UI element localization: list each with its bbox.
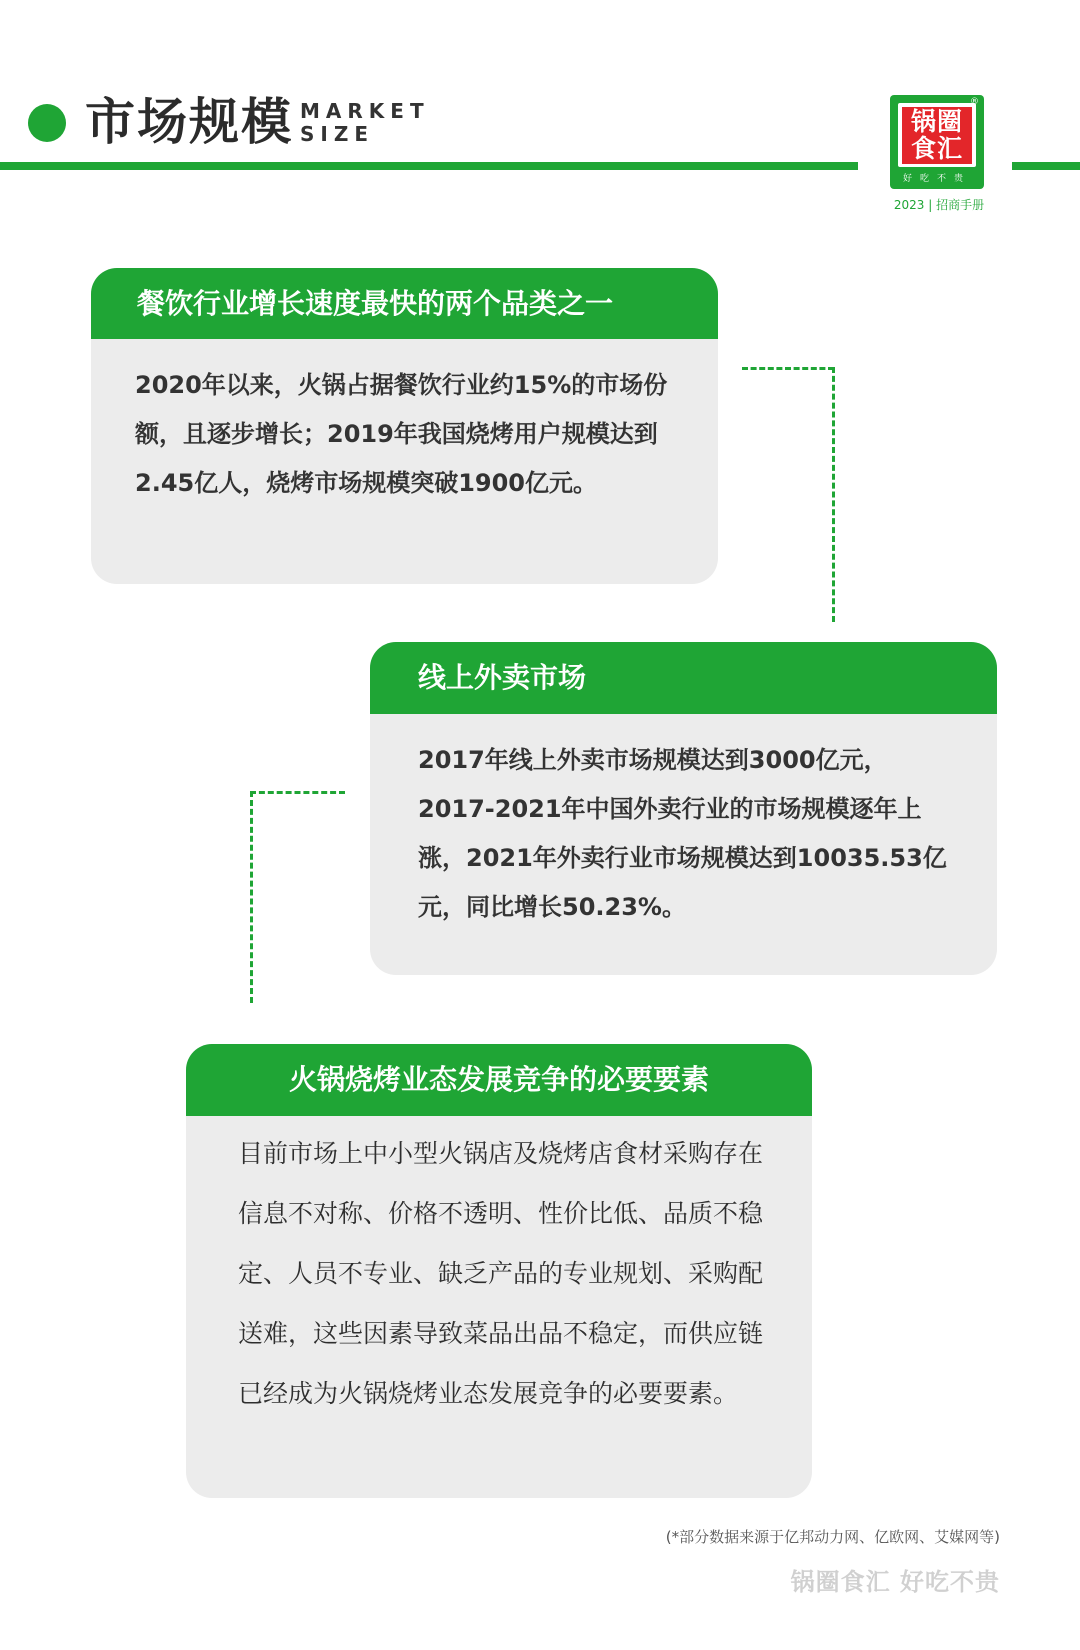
page-title-english: [300, 100, 430, 146]
brand-logo-mark: [902, 107, 972, 164]
connector-dashed-line: [250, 791, 253, 1003]
brand-logo-frame: [898, 103, 976, 167]
card-title: 线上外卖市场: [370, 642, 997, 714]
info-card-industry-growth: [91, 268, 718, 584]
title-en-line1: MARKET: [300, 99, 430, 123]
card-body: 2020年以来，火锅占据餐饮行业约15%的市场份额，且逐步增长；2019年我国烧烤用户规模达到2.45亿人，烧烤市场规模突破1900亿元。: [135, 371, 668, 497]
source-footnote: (*部分数据来源于亿邦动力网、亿欧网、艾媒网等): [665, 1528, 1000, 1546]
brand-logo-line1: 锅圈: [910, 106, 963, 136]
card-body: 2017年线上外卖市场规模达到3000亿元，2017-2021年中国外卖行业的市场规模逐年上涨，2021年外卖行业市场规模达到10035.53亿元，同比增长50.23%。: [418, 746, 947, 921]
brand-subtitle: 2023 | 招商手册: [893, 198, 985, 212]
brand-logo: [890, 95, 984, 189]
connector-dashed-line: [250, 791, 345, 794]
info-card-competition-factors: [186, 1044, 812, 1498]
page-title: 市场规模: [85, 93, 293, 151]
header-divider-right: [1012, 162, 1080, 170]
footer-brand-slogan: 锅圈食汇 好吃不贵: [790, 1568, 1000, 1596]
info-card-online-delivery: [370, 642, 997, 975]
brand-logo-line2: 食汇: [910, 133, 963, 163]
brand-logo-slogan: 好吃不贵: [902, 174, 971, 184]
card-title: 餐饮行业增长速度最快的两个品类之一: [91, 268, 718, 339]
card-body: 目前市场上中小型火锅店及烧烤店食材采购存在信息不对称、价格不透明、性价比低、品质不稳定、人员不专业、缺乏产品的专业规划、采购配送难，这些因素导致菜品出品不稳定，而供应链已经成为火锅烧烤业态发展竞争的必要要素。: [238, 1139, 764, 1408]
card-title: 火锅烧烤业态发展竞争的必要要素: [186, 1044, 812, 1116]
title-en-line2: SIZE: [300, 122, 375, 146]
header-divider-left: [0, 162, 858, 170]
connector-dashed-line: [742, 367, 834, 370]
registered-mark: ®: [970, 97, 979, 107]
header-bullet-dot: [28, 104, 66, 142]
connector-dashed-line: [832, 367, 835, 622]
